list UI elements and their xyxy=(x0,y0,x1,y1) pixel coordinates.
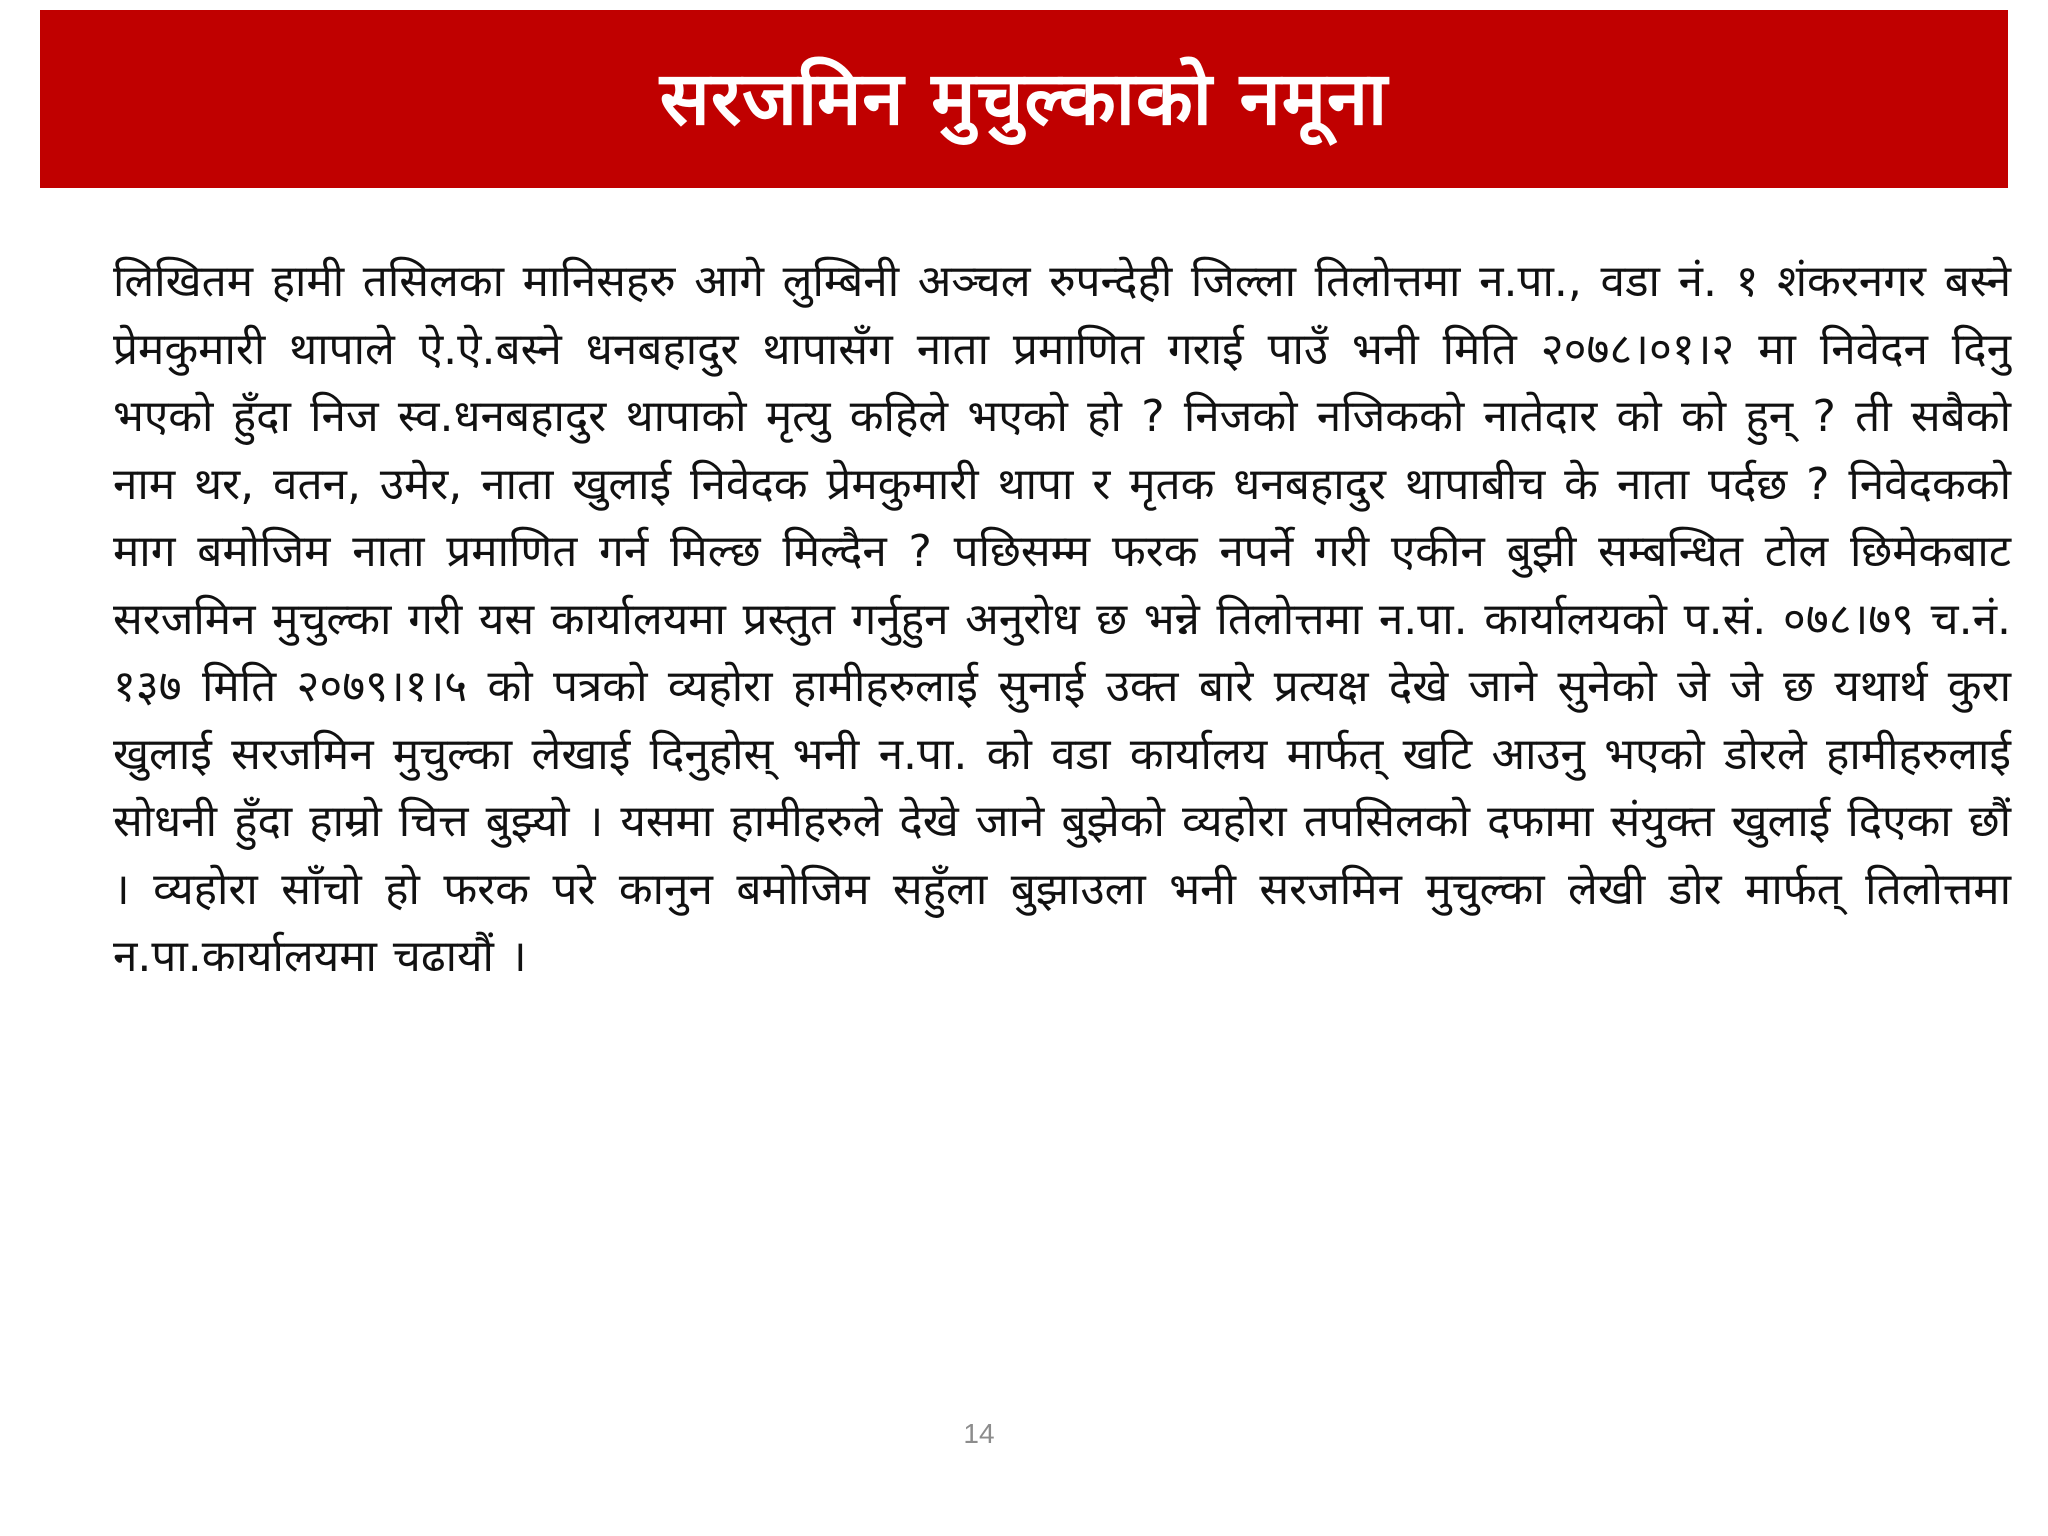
title-bar xyxy=(40,10,2008,188)
body-paragraph: लिखितम हामी तसिलका मानिसहरु आगे लुम्बिनी अञ्चल रुपन्देही जिल्ला तिलोत्तमा न.पा., वडा नं. १ शंकरनगर बस्ने प्रेमकुमारी थापाले ऐ.ऐ.बस्ने धनबहादुर थापासँग नाता प्रमाणित गराई पाउँ भनी मिति २०७८।०१।२ मा निवेदन दिनु भएको हुँदा निज स्व.धनबहादुर थापाको मृत्यु कहिले भएको हो ? निजको नजिकको नातेदार को को हुन् ? ती सबैको नाम थर, वतन, उमेर, नाता खुलाई निवेदक प्रेमकुमारी थापा र मृतक धनबहादुर थापाबीच के नाता पर्दछ ? निवेदकको माग बमोजिम नाता प्रमाणित गर्न मिल्छ मिल्दैन ? पछिसम्म फरक नपर्ने गरी एकीन बुझी सम्बन्धित टोल छिमेकबाट सरजमिन मुचुल्का गरी यस कार्यालयमा प्रस्तुत गर्नुहुन अनुरोध छ भन्ने तिलोत्तमा न.पा. कार्यालयको प.सं. ०७८।७९ च.नं. १३७ मिति २०७९।१।५ को पत्रको व्यहोरा हामीहरुलाई सुनाई उक्त बारे प्रत्यक्ष देखे जाने सुनेको जे जे छ यथार्थ कुरा खुलाई सरजमिन मुचुल्का लेखाई दिनुहोस् भनी न.पा. को वडा कार्यालय मार्फत् खटि आउनु भएको डोरले हामीहरुलाई सोधनी हुँदा हाम्रो चित्त बुझ्यो । यसमा हामीहरुले देखे जाने बुझेको व्यहोरा तपसिलको दफामा संयुक्त खुलाई दिएका छौं । व्यहोरा साँचो हो फरक परे कानुन बमोजिम सहुँला बुझाउला भनी सरजमिन मुचुल्का लेखी डोर मार्फत् तिलोत्तमा न.पा.कार्यालयमा चढायौं । xyxy=(113,256,2011,982)
slide-title: सरजमिन मुचुल्काको नमूना xyxy=(659,56,1389,142)
page-number: 14 xyxy=(963,1418,995,1449)
